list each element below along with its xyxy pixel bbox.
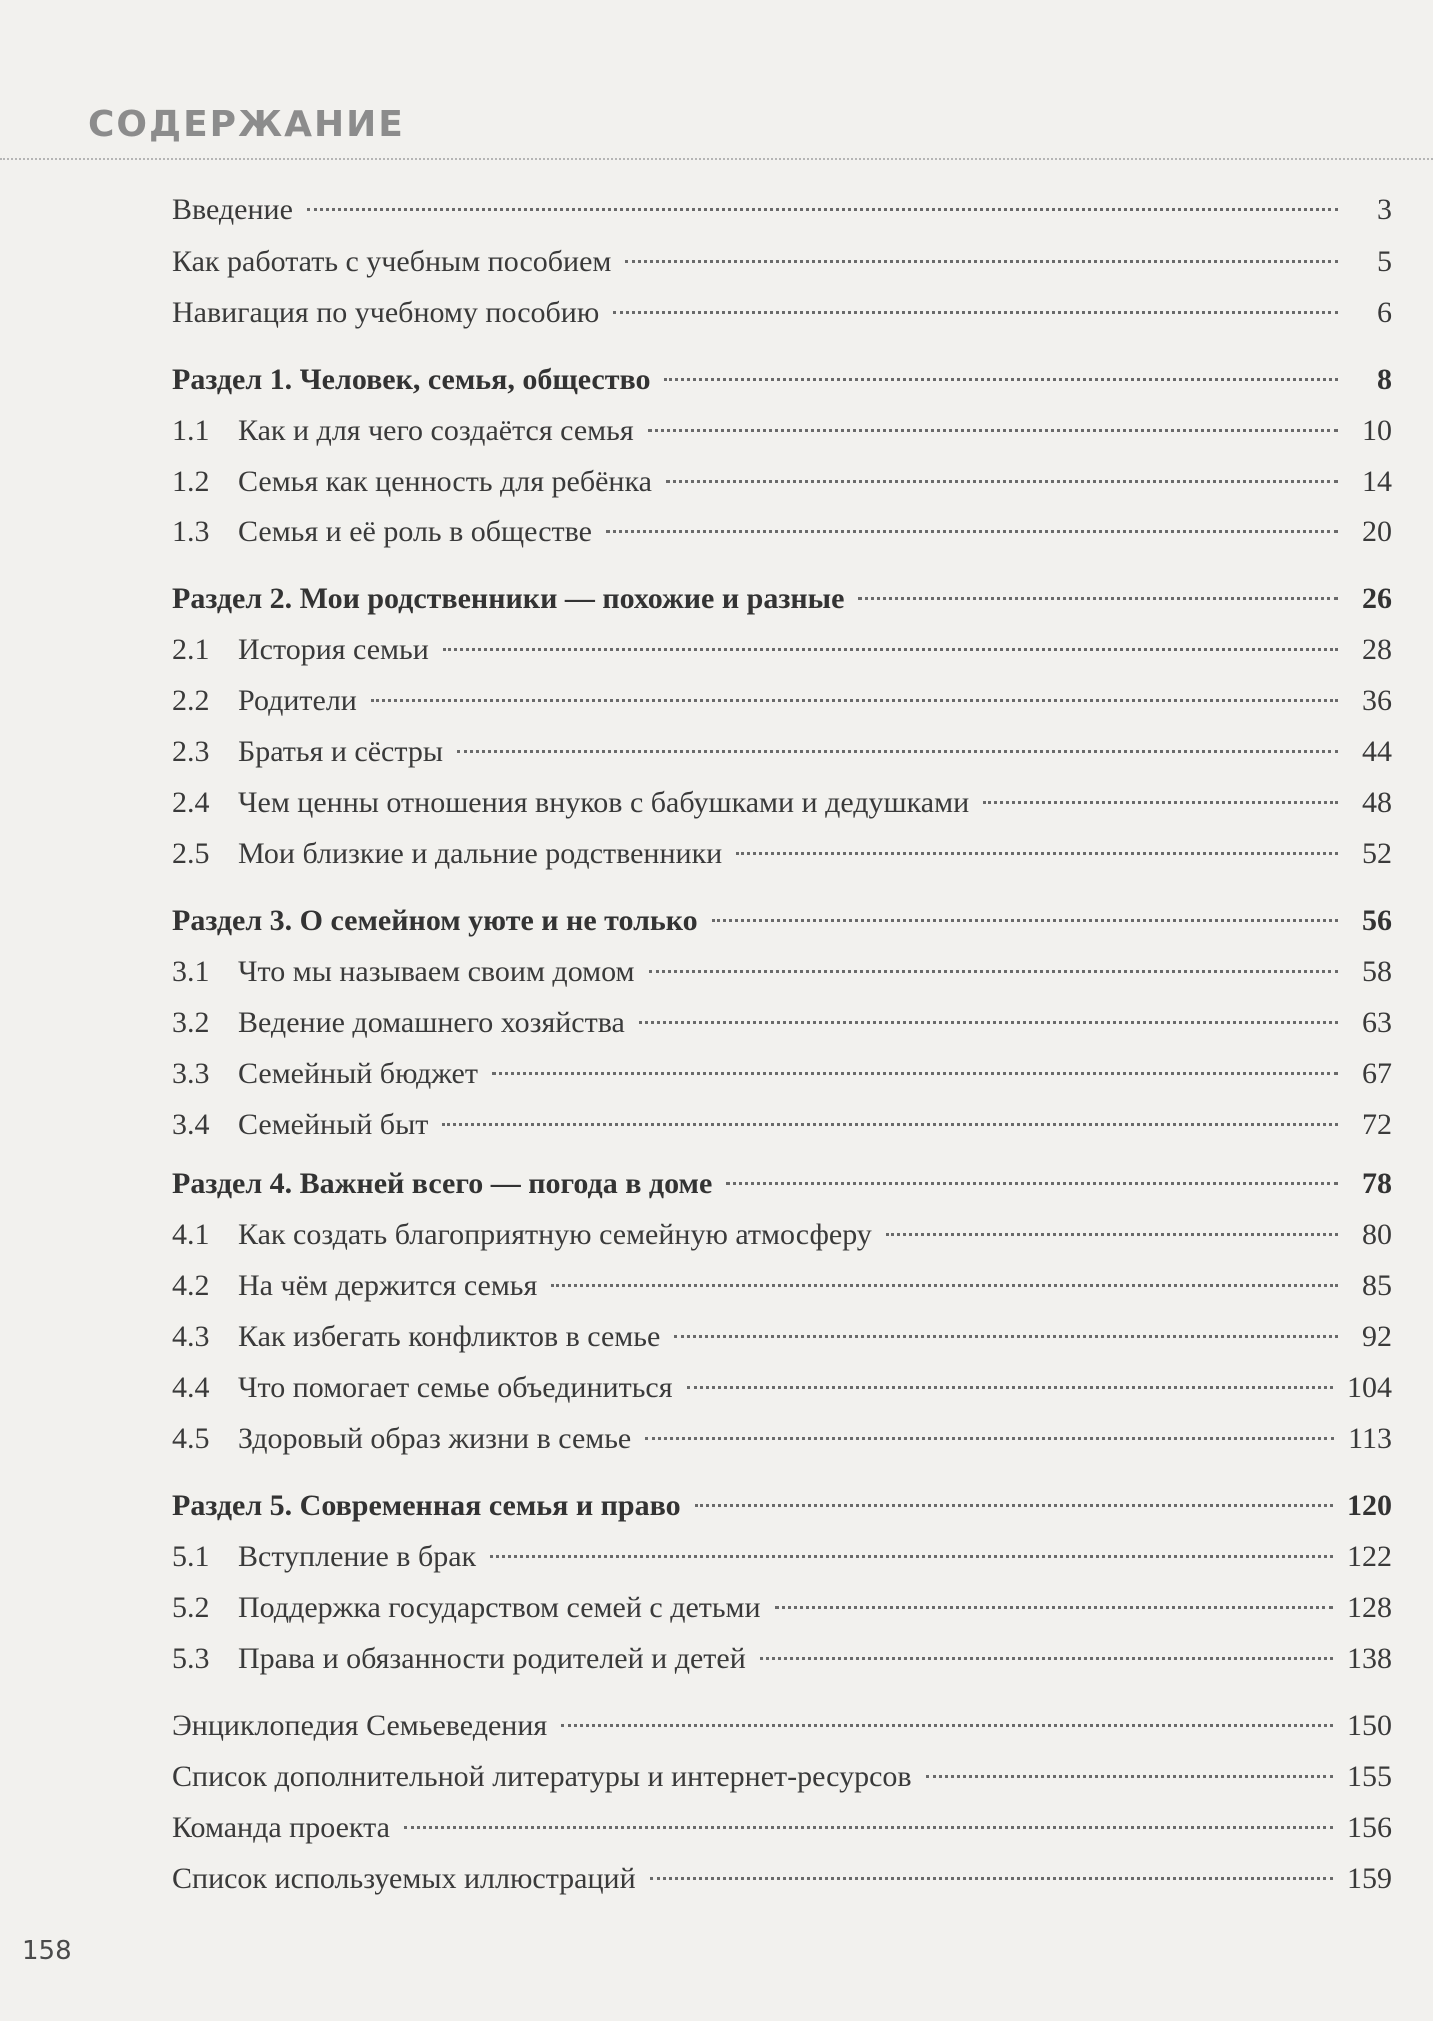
toc-page-number: 20 [1362, 515, 1392, 548]
toc-entry-number: 4.2 [172, 1269, 210, 1302]
toc-section-title: Раздел 5. Современная семья и право [172, 1489, 681, 1522]
dot-leader [457, 750, 1338, 753]
dot-leader [664, 378, 1338, 381]
toc-entry-row [172, 1317, 1392, 1357]
toc-entry-number: 3.2 [172, 1006, 210, 1039]
toc-section-row [172, 1486, 1392, 1526]
toc-entry-title: Как избегать конфликтов в семье [238, 1320, 661, 1353]
toc-entry-number: 5.2 [172, 1591, 210, 1624]
toc-entry-title: Мои близкие и дальние родственники [238, 837, 723, 870]
toc-page-number: 14 [1362, 465, 1392, 498]
toc-entry-row [172, 1757, 1392, 1797]
toc-page-number: 10 [1362, 414, 1392, 447]
toc-entry-number: 2.4 [172, 786, 210, 819]
toc-entry-row [172, 512, 1392, 552]
toc-entry-row [172, 1706, 1392, 1746]
toc-page-number: 3 [1377, 193, 1392, 226]
toc-page-number: 44 [1362, 735, 1392, 768]
toc-entry-title: Как и для чего создаётся семья [238, 414, 634, 447]
toc-entry-row [172, 462, 1392, 502]
toc-entry-row [172, 1003, 1392, 1043]
toc-entry-title: Семья как ценность для ребёнка [238, 465, 652, 498]
dot-leader [625, 260, 1338, 263]
toc-entry-number: 5.3 [172, 1642, 210, 1675]
toc-entry-title: Энциклопедия Семьеведения [172, 1709, 548, 1742]
toc-entry-row [172, 1808, 1392, 1848]
toc-entry-title: На чём держится семья [238, 1269, 538, 1302]
dot-leader [442, 1123, 1338, 1126]
toc-entry-row [172, 1105, 1392, 1145]
toc-entry-title: Команда проекта [172, 1811, 390, 1844]
toc-entry-number: 5.1 [172, 1540, 210, 1573]
toc-page-number: 155 [1347, 1760, 1392, 1793]
page-number: 158 [22, 1936, 72, 1966]
toc-entry-number: 4.5 [172, 1422, 210, 1455]
toc-entry-title: Как создать благоприятную семейную атмосферу [238, 1218, 872, 1251]
dot-leader [775, 1606, 1333, 1609]
toc-entry-title: Список дополнительной литературы и интернет-ресурсов [172, 1760, 912, 1793]
dot-leader [639, 1021, 1338, 1024]
toc-entry-number: 4.1 [172, 1218, 210, 1251]
toc-entry-number: 2.5 [172, 837, 210, 870]
toc-entry-row [172, 411, 1392, 451]
dot-leader [983, 801, 1338, 804]
toc-entry-number: 2.3 [172, 735, 210, 768]
toc-page-number: 104 [1347, 1371, 1392, 1404]
toc-entry-number: 3.1 [172, 955, 210, 988]
page-title: СОДЕРЖАНИЕ [88, 104, 405, 145]
toc-entry-row [172, 1054, 1392, 1094]
toc-page-number: 138 [1347, 1642, 1392, 1675]
toc-entry-row [172, 834, 1392, 874]
dot-leader [606, 530, 1338, 533]
toc-entry-number: 4.3 [172, 1320, 210, 1353]
toc-page-number: 122 [1347, 1540, 1392, 1573]
toc-page-number: 36 [1362, 684, 1392, 717]
toc-entry-title: Как работать с учебным пособием [172, 245, 612, 278]
dot-leader [736, 852, 1338, 855]
dot-leader [648, 429, 1338, 432]
toc-page-number: 63 [1362, 1006, 1392, 1039]
toc-page-number: 128 [1347, 1591, 1392, 1624]
dot-leader [551, 1284, 1338, 1287]
toc-entry-title: Братья и сёстры [238, 735, 443, 768]
dot-leader [443, 648, 1338, 651]
toc-section-title: Раздел 4. Важней всего — погода в доме [172, 1167, 713, 1200]
dot-leader [561, 1724, 1333, 1727]
toc-entry-title: Права и обязанности родителей и детей [238, 1642, 746, 1675]
toc-entry-number: 1.1 [172, 414, 210, 447]
toc-page-number: 58 [1362, 955, 1392, 988]
toc-page-number: 48 [1362, 786, 1392, 819]
toc-entry-row [172, 1859, 1392, 1899]
toc-entry-title: Родители [238, 684, 357, 717]
toc-entry-title: Здоровый образ жизни в семье [238, 1422, 632, 1455]
toc-section-title: Раздел 3. О семейном уюте и не только [172, 904, 698, 937]
dot-leader [404, 1826, 1333, 1829]
toc-page-number: 150 [1347, 1709, 1392, 1742]
toc-page-number: 72 [1362, 1108, 1392, 1141]
toc-entry-title: Семейный быт [238, 1108, 429, 1141]
toc-entry-row [172, 1537, 1392, 1577]
toc-section-row [172, 1164, 1392, 1204]
dot-leader [613, 311, 1338, 314]
dot-leader [666, 480, 1338, 483]
dot-leader [695, 1504, 1333, 1507]
toc-entry-row [172, 732, 1392, 772]
toc-page-number: 85 [1362, 1269, 1392, 1302]
toc-page-number: 120 [1347, 1489, 1392, 1522]
dot-leader [490, 1555, 1333, 1558]
toc-page-number: 26 [1362, 582, 1392, 615]
toc-section-row [172, 579, 1392, 619]
toc-entry-number: 1.2 [172, 465, 210, 498]
heading-divider [0, 158, 1433, 160]
dot-leader [726, 1182, 1338, 1185]
toc-page-number: 67 [1362, 1057, 1392, 1090]
toc-entry-title: Вступление в брак [238, 1540, 477, 1573]
toc-page-number: 56 [1362, 904, 1392, 937]
dot-leader [649, 970, 1338, 973]
dot-leader [926, 1775, 1333, 1778]
dot-leader [645, 1437, 1334, 1440]
dot-leader [650, 1877, 1333, 1880]
toc-entry-row [172, 783, 1392, 823]
dot-leader [687, 1386, 1334, 1389]
toc-page-number: 52 [1362, 837, 1392, 870]
dot-leader [886, 1233, 1338, 1236]
dot-leader [674, 1335, 1338, 1338]
toc-entry-row [172, 1266, 1392, 1306]
toc-entry-title: Семейный бюджет [238, 1057, 478, 1090]
toc-page-number: 159 [1347, 1862, 1392, 1895]
toc-page-number: 156 [1347, 1811, 1392, 1844]
dot-leader [307, 208, 1338, 211]
toc-entry-row [172, 1368, 1392, 1408]
toc-page-number: 8 [1377, 363, 1392, 396]
toc-entry-number: 4.4 [172, 1371, 210, 1404]
toc-entry-number: 2.1 [172, 633, 210, 666]
toc-section-row [172, 901, 1392, 941]
toc-entry-number: 3.3 [172, 1057, 210, 1090]
toc-entry-row [172, 952, 1392, 992]
toc-entry-title: Ведение домашнего хозяйства [238, 1006, 625, 1039]
toc-entry-row [172, 1588, 1392, 1628]
toc-entry-number: 1.3 [172, 515, 210, 548]
toc-entry-title: Семья и её роль в обществе [238, 515, 592, 548]
toc-entry-title: Что помогает семье объединиться [238, 1371, 673, 1404]
toc-entry-title: Введение [172, 193, 293, 226]
toc-entry-title: Что мы называем своим домом [238, 955, 635, 988]
toc-section-row [172, 360, 1392, 400]
toc-entry-title: Поддержка государством семей с детьми [238, 1591, 761, 1624]
toc-entry-title: Чем ценны отношения внуков с бабушками и дедушками [238, 786, 970, 819]
toc-entry-row [172, 681, 1392, 721]
toc-page-number: 92 [1362, 1320, 1392, 1353]
dot-leader [858, 597, 1338, 600]
toc-entry-title: История семьи [238, 633, 429, 666]
dot-leader [712, 919, 1338, 922]
toc-entry-title: Список используемых иллюстраций [172, 1862, 636, 1895]
toc-page-number: 80 [1362, 1218, 1392, 1251]
dot-leader [492, 1072, 1338, 1075]
toc-page-number: 78 [1362, 1167, 1392, 1200]
toc-entry-row [172, 1215, 1392, 1255]
toc-entry-number: 3.4 [172, 1108, 210, 1141]
dot-leader [760, 1657, 1333, 1660]
toc-entry-title: Навигация по учебному пособию [172, 296, 600, 329]
toc-section-title: Раздел 1. Человек, семья, общество [172, 363, 651, 396]
toc-entry-row [172, 242, 1392, 282]
toc-entry-row [172, 630, 1392, 670]
toc-entry-row [172, 1419, 1392, 1459]
toc-page-number: 6 [1377, 296, 1392, 329]
toc-page-number: 113 [1348, 1422, 1392, 1455]
dot-leader [371, 699, 1338, 702]
toc-page-number: 5 [1377, 245, 1392, 278]
toc-page-number: 28 [1362, 633, 1392, 666]
toc-entry-row [172, 1639, 1392, 1679]
toc-entry-row [172, 190, 1392, 230]
toc-entry-row [172, 293, 1392, 333]
toc-entry-number: 2.2 [172, 684, 210, 717]
toc-section-title: Раздел 2. Мои родственники — похожие и разные [172, 582, 845, 615]
